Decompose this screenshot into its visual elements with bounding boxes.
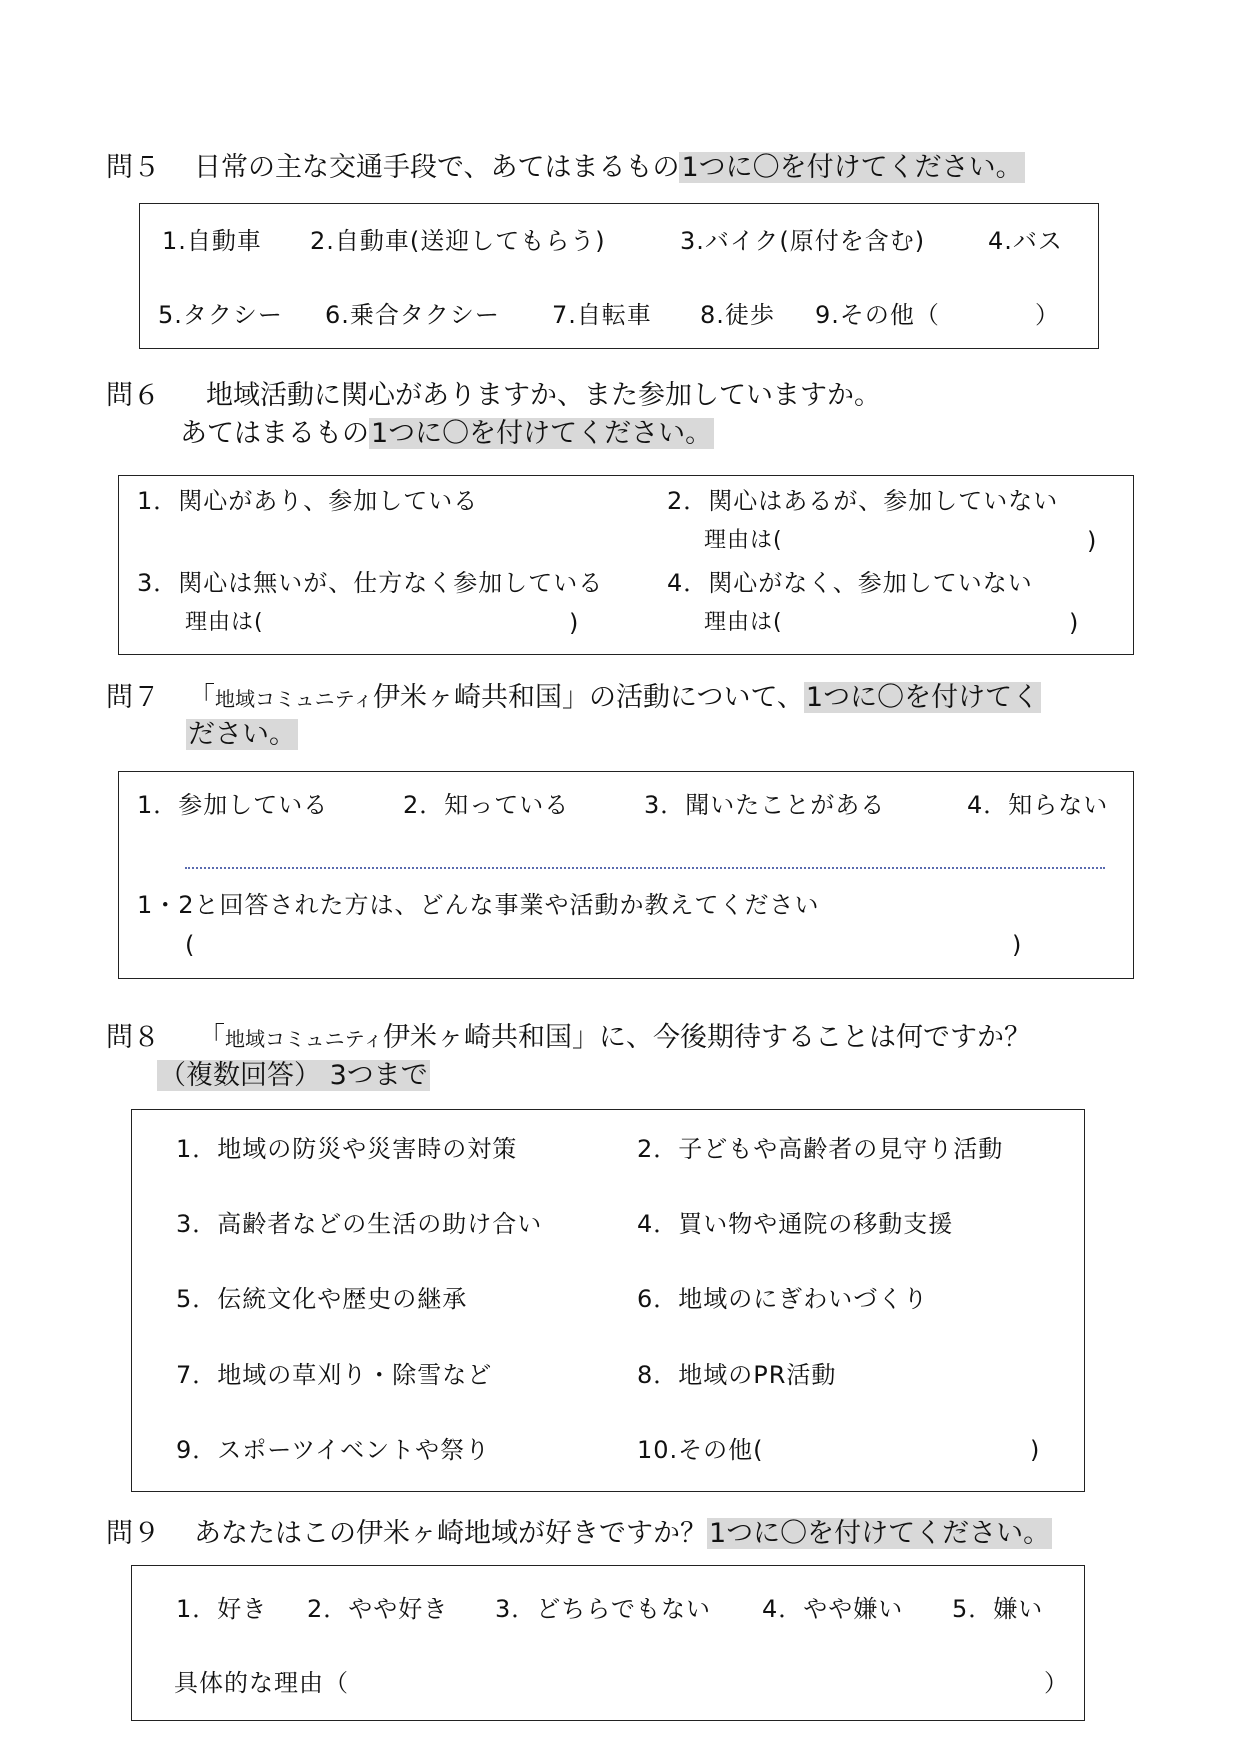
q5-option-8[interactable]: 8.徒歩 [700, 301, 775, 329]
q8-option-2[interactable]: 2．子どもや高齢者の見守り活動 [637, 1135, 1004, 1163]
q6-heading [106, 377, 881, 415]
q7-answer-close: ) [1012, 931, 1023, 959]
q8-option-9[interactable]: 9．スポーツイベントや祭り [176, 1436, 491, 1464]
q9-option-3[interactable]: 3．どちらでもない [495, 1595, 712, 1623]
q7-highlight-1: 1つに〇を付けてく [805, 682, 1040, 713]
q9-reason-close: ） [1044, 1669, 1069, 1697]
q9-option-1[interactable]: 1．好き [176, 1595, 268, 1623]
q8-quote-open: 「 [198, 1022, 225, 1053]
q6-option-2-close: ) [1087, 527, 1098, 555]
q8-option-4[interactable]: 4．買い物や通院の移動支援 [637, 1210, 954, 1238]
q7-options-box [118, 771, 1134, 979]
q6-option-1[interactable]: 1．関心があり、参加している [137, 487, 479, 515]
q6-option-2-reason[interactable]: 理由は( [704, 528, 783, 553]
q5-option-1[interactable]: 1.自動車 [162, 227, 262, 255]
q5-option-5[interactable]: 5.タクシー [158, 301, 283, 329]
q5-number: 問５ [106, 152, 160, 183]
q8-heading-line2 [157, 1057, 430, 1095]
q5-options-box [139, 203, 1099, 349]
q9-heading [106, 1515, 1052, 1553]
q7-number: 問７ [106, 682, 160, 713]
q8-option-6[interactable]: 6．地域のにぎわいづくり [637, 1285, 929, 1313]
q6-heading-line2 [180, 415, 714, 453]
q7-highlight-2: ださい。 [188, 719, 296, 750]
q9-options-box [131, 1565, 1085, 1721]
q5-heading [106, 149, 1025, 187]
q5-option-3[interactable]: 3.バイク(原付を含む) [680, 227, 926, 255]
q5-option-2[interactable]: 2.自動車(送迎してもらう) [310, 227, 606, 255]
q6-option-3-reason[interactable]: 理由は( [185, 610, 264, 635]
q8-number: 問８ [106, 1022, 160, 1053]
q8-heading [106, 1019, 1031, 1058]
q7-option-2[interactable]: 2．知っている [403, 791, 570, 819]
q8-option-1[interactable]: 1．地域の防災や災害時の対策 [176, 1135, 518, 1163]
q5-text: 日常の主な交通手段で、あてはまるもの [194, 152, 680, 183]
q6-option-3[interactable]: 3．関心は無いが、仕方なく参加している [137, 569, 604, 597]
q9-highlight: 1つに〇を付けてください。 [709, 1518, 1051, 1549]
q6-line2: あてはまるもの [180, 418, 369, 449]
q5-option-7[interactable]: 7.自転車 [552, 301, 652, 329]
q8-option-5[interactable]: 5．伝統文化や歴史の継承 [176, 1285, 468, 1313]
q9-option-2[interactable]: 2．やや好き [307, 1595, 449, 1623]
q5-highlight: 1つに〇を付けてください。 [681, 152, 1023, 183]
q9-option-4[interactable]: 4．やや嫌い [762, 1595, 904, 1623]
q9-number: 問９ [106, 1518, 160, 1549]
q9-reason[interactable]: 具体的な理由（ [174, 1669, 349, 1697]
q8-option-7[interactable]: 7．地域の草刈り・除雪など [176, 1361, 493, 1389]
q9-text: あなたはこの伊米ヶ崎地域が好きですか？ [194, 1518, 707, 1549]
q7-option-3[interactable]: 3．聞いたことがある [644, 791, 886, 819]
q6-number: 問６ [106, 380, 160, 411]
q6-text: 地域活動に関心がありますか、また参加していますか。 [206, 380, 881, 411]
q6-option-2[interactable]: 2．関心はあるが、参加していない [667, 487, 1059, 515]
q6-options-box [118, 475, 1134, 655]
q7-option-1[interactable]: 1．参加している [137, 791, 329, 819]
q8-quote-rest: 伊米ヶ崎共和国」に、今後期待することは何ですか？ [383, 1022, 1031, 1053]
q6-option-4-reason[interactable]: 理由は( [704, 610, 783, 635]
q5-other-close: ） [1035, 301, 1060, 329]
q9-option-5[interactable]: 5．嫌い [952, 1595, 1044, 1623]
q8-quote-small: 地域コミュニティ [225, 1027, 383, 1051]
q6-option-3-close: ) [569, 609, 580, 637]
q8-option-3[interactable]: 3．高齢者などの生活の助け合い [176, 1210, 543, 1238]
q5-option-9[interactable]: 9.その他（ [815, 301, 940, 329]
q6-highlight: 1つに〇を付けてください。 [371, 418, 713, 449]
q8-option-10-close: ) [1030, 1436, 1041, 1464]
q7-option-4[interactable]: 4．知らない [967, 791, 1109, 819]
q7-answer-open[interactable]: ( [185, 931, 196, 959]
q7-divider [185, 867, 1105, 869]
q8-option-10[interactable]: 10.その他( [637, 1436, 764, 1464]
q7-quote-rest: 伊米ヶ崎共和国」の活動について、 [373, 682, 804, 713]
q5-option-6[interactable]: 6.乗合タクシー [325, 301, 500, 329]
q7-quote-open: 「 [188, 682, 215, 713]
q8-highlight: （複数回答） 3つまで [159, 1060, 428, 1091]
q6-option-4-close: ) [1069, 609, 1080, 637]
q7-heading [106, 679, 1041, 718]
q8-options-box [131, 1109, 1085, 1492]
q8-option-8[interactable]: 8．地域のPR活動 [637, 1361, 837, 1389]
q7-followup: 1・2と回答された方は、どんな事業や活動か教えてください [137, 891, 820, 919]
q7-heading-line2 [186, 716, 298, 754]
q5-option-4[interactable]: 4.バス [988, 227, 1063, 255]
q6-option-4[interactable]: 4．関心がなく、参加していない [667, 569, 1033, 597]
q7-quote-small: 地域コミュニティ [215, 687, 373, 711]
